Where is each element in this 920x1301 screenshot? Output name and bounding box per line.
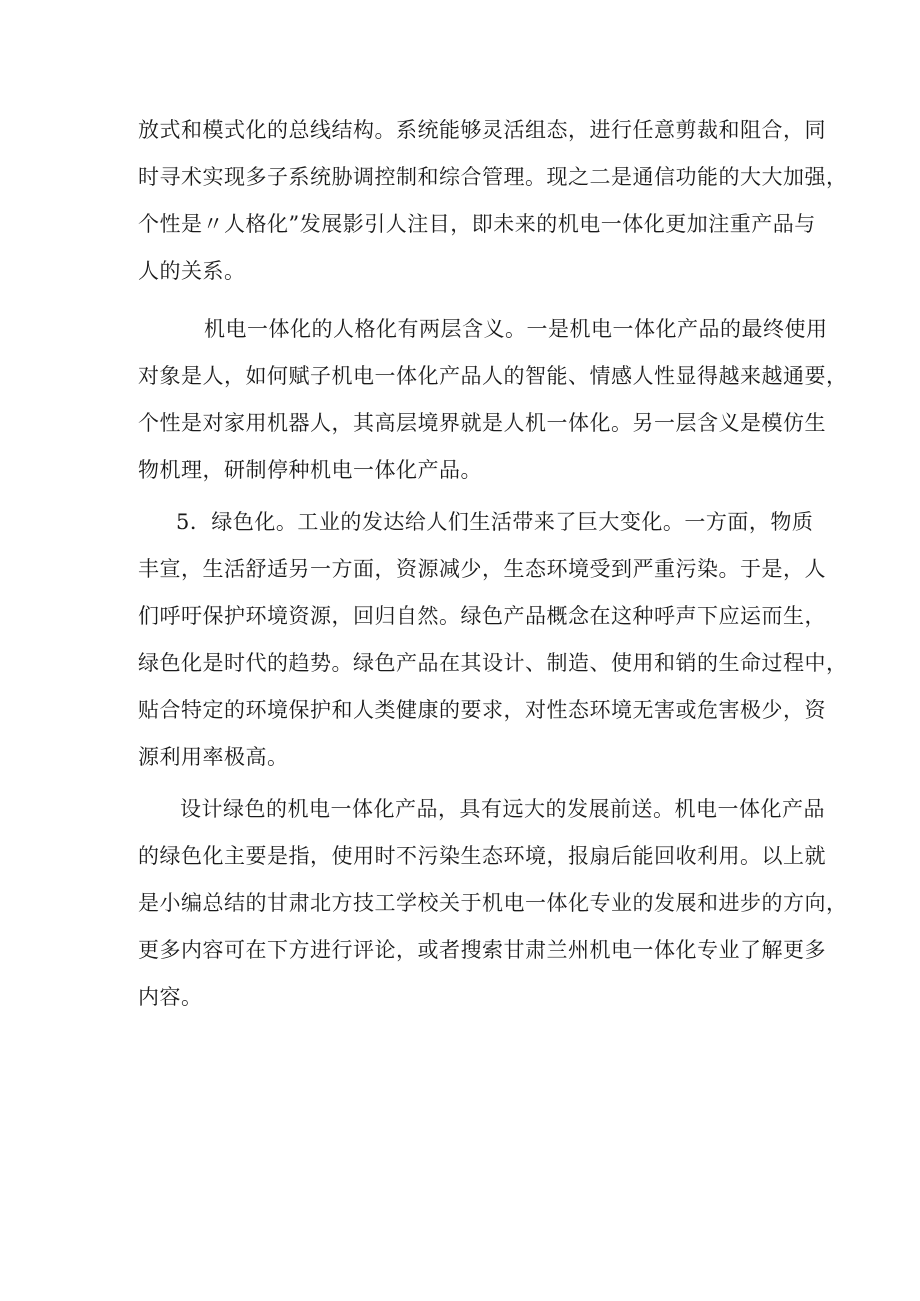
text-line: 设计绿色的机电一体化产品，具有远大的发展前送。机电一体化产品 — [180, 797, 825, 821]
text-line: 内容。 — [138, 985, 203, 1009]
paragraph-bus-structure — [138, 107, 848, 295]
text-line: 们呼吁保护环境资源，回归自然。绿色产品概念在这种呼声下应运而生， — [138, 604, 826, 628]
text-line: 对象是人，如何赋子机电一体化产品人的智能、情感人性显得越来越通要， — [138, 364, 848, 388]
paragraph-conclusion — [138, 786, 848, 1021]
text-line: 机电一体化的人格化有两层含义。一是机电一体化产品的最终使用 — [204, 317, 828, 341]
text-line: 个性是〃人格化”发展影引人注目，即未来的机电一体化更加注重产品与 — [138, 212, 816, 236]
paragraph-greening — [138, 499, 848, 781]
text-line: 的绿色化主要是指，使用时不污染生态环境，报扇后能回收利用。以上就 — [138, 844, 826, 868]
text-line: 物机理，研制停种机电一体化产品。 — [138, 458, 482, 482]
text-line: 更多内容可在下方进行评论，或者搜索甘肃兰州机电一体化专业了解更多 — [138, 938, 826, 962]
text-line: 人的关系。 — [138, 259, 246, 283]
text-line: 绿色化是时代的趋势。绿色产品在其设计、制造、使用和销的生命过程中， — [138, 651, 848, 675]
text-line: 丰宣，生活舒适另一方面，资源减少，生态环境受到严重污染。于是，人 — [138, 557, 826, 581]
text-line: 放式和模式化的总线结构。系统能够灵活组态，进行任意剪裁和阻合，同 — [138, 118, 826, 142]
text-line: 个性是对家用机器人，其高层境界就是人机一体化。另一层含义是模仿生 — [138, 411, 826, 435]
text-line: 源利用率极高。 — [138, 745, 289, 769]
text-line: 贴合特定的环境保护和人类健康的要求，对性态环境无害或危害极少，资 — [138, 698, 826, 722]
paragraph-humanization — [138, 306, 848, 494]
text-line: 5．绿色化。工业的发达给人们生活带来了巨大变化。一方面，物质 — [176, 510, 814, 534]
text-line: 时寻术实现多子系统胁调控制和综合管理。现之二是通信功能的大大加强， — [138, 165, 848, 189]
text-line: 是小编总结的甘肃北方技工学校关于机电一体化专业的发展和进步的方向， — [138, 891, 848, 915]
